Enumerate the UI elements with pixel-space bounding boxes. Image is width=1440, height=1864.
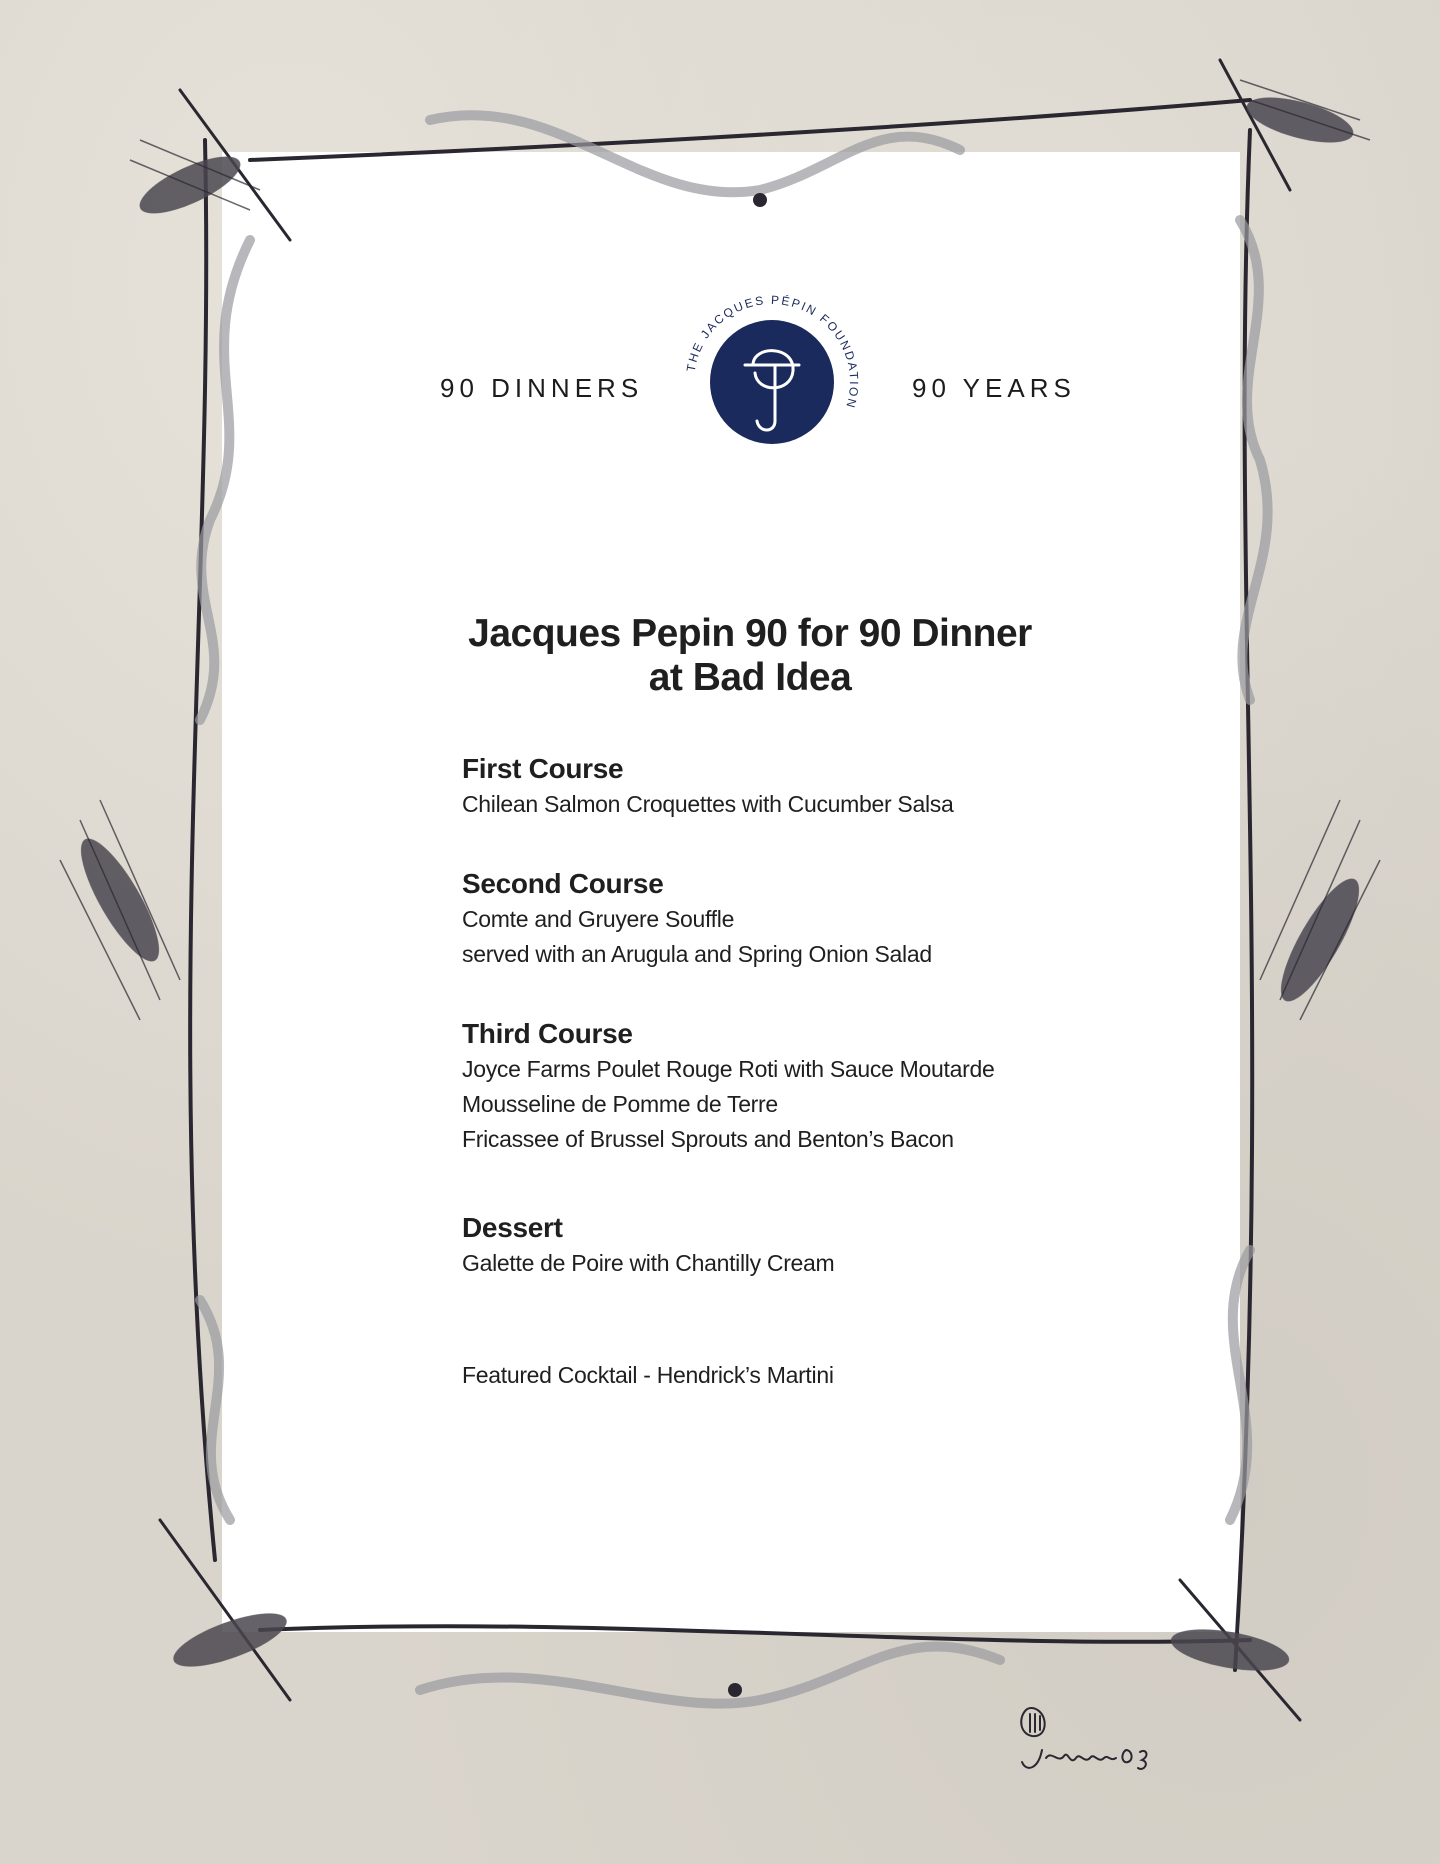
course-item: Joyce Farms Poulet Rouge Roti with Sauce Moutarde	[462, 1056, 995, 1082]
course-item: Chilean Salmon Croquettes with Cucumber Salsa	[462, 791, 954, 817]
header-years-text: 90 YEARS	[912, 373, 1076, 403]
menu-title-line1: Jacques Pepin 90 for 90 Dinner	[468, 612, 1032, 655]
course-dessert	[462, 1210, 1102, 1281]
course-title: Second Course	[462, 868, 664, 899]
course-item: Fricassee of Brussel Sprouts and Benton’s Bacon	[462, 1126, 954, 1152]
menu-title-line2: at Bad Idea	[648, 656, 852, 699]
jacques-signature	[1012, 1700, 1162, 1790]
logo-ring-text: THE JACQUES PÉPIN FOUNDATION	[683, 293, 861, 411]
course-item: Mousseline de Pomme de Terre	[462, 1091, 778, 1117]
course-third	[462, 1016, 1102, 1157]
course-second	[462, 866, 1102, 972]
featured-cocktail: Featured Cocktail - Hendrick’s Martini	[462, 1362, 834, 1388]
course-item: Galette de Poire with Chantilly Cream	[462, 1250, 835, 1276]
course-title: First Course	[462, 753, 624, 784]
course-first	[462, 751, 1102, 822]
menu-title	[430, 612, 1070, 700]
course-title: Dessert	[462, 1212, 563, 1243]
header-dinners-text: 90 DINNERS	[440, 373, 644, 403]
course-item: served with an Arugula and Spring Onion Salad	[462, 941, 932, 967]
jacques-pepin-foundation-logo	[683, 293, 861, 471]
course-title: Third Course	[462, 1018, 633, 1049]
course-item: Comte and Gruyere Souffle	[462, 906, 735, 932]
